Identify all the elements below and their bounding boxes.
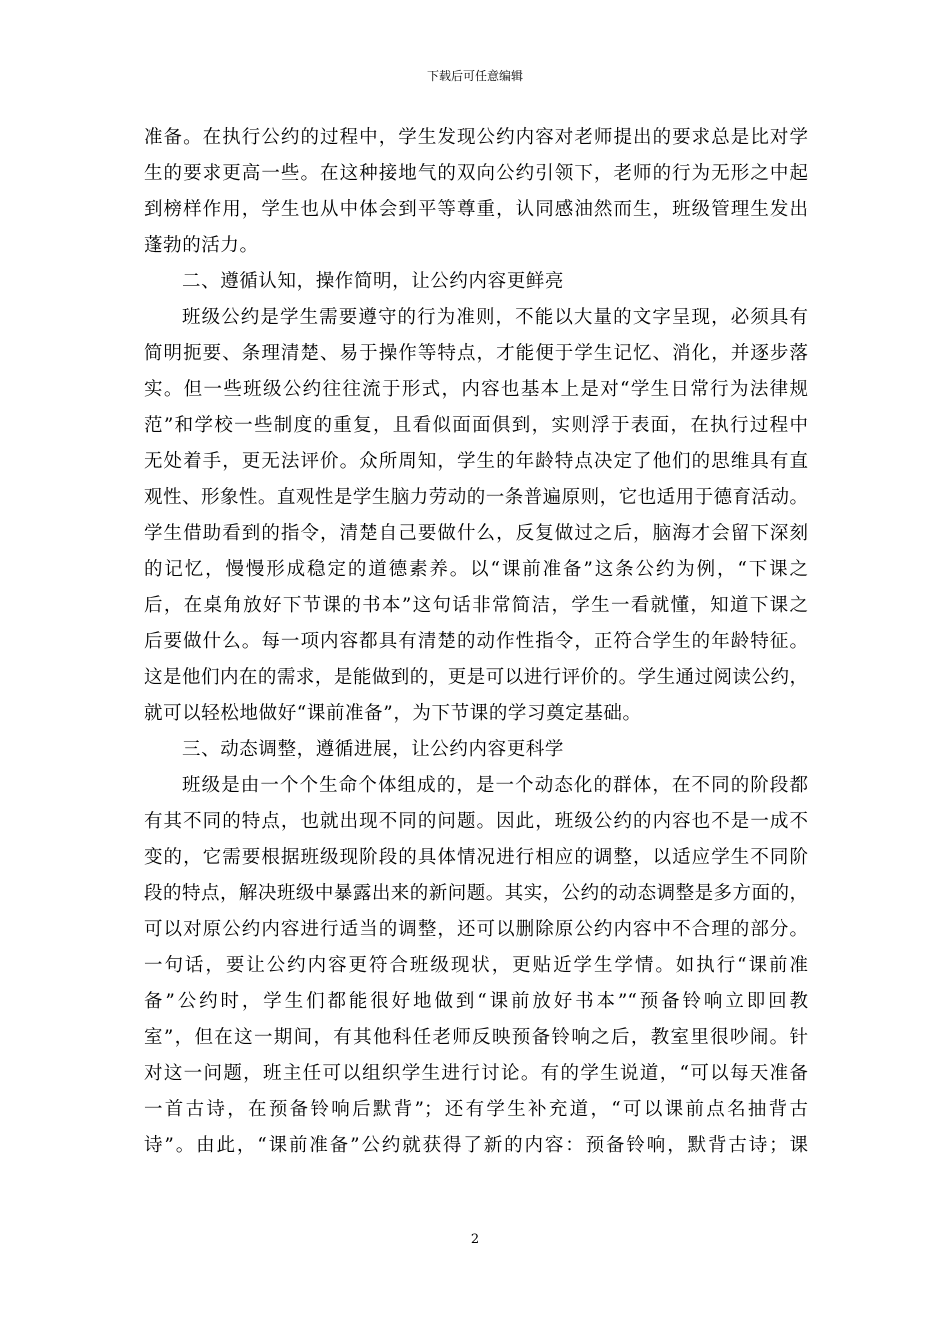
text-line: 的记忆，慢慢形成稳定的道德素养。以“课前准备”这条公约为例，“下课之 <box>144 559 808 580</box>
body-text <box>144 120 808 1164</box>
text-line: 可以对原公约内容进行适当的调整，还可以删除原公约内容中不合理的部分。 <box>144 919 808 940</box>
page-header: 下载后可任意编辑 <box>426 69 523 83</box>
text-line: 一句话，要让公约内容更符合班级现状，更贴近学生学情。如执行“课前准 <box>144 955 808 976</box>
section-heading: 三、动态调整，遵循进展，让公约内容更科学 <box>182 739 565 760</box>
text-line: 这是他们内在的需求，是能做到的，更是可以进行评价的。学生通过阅读公约， <box>144 667 808 688</box>
text-line: 无处着手，更无法评价。众所周知，学生的年龄特点决定了他们的思维具有直 <box>144 451 808 472</box>
text-line: 后要做什么。每一项内容都具有清楚的动作性指令，正符合学生的年龄特征。 <box>144 631 808 652</box>
text-line: 生的要求更高一些。在这种接地气的双向公约引领下，老师的行为无形之中起 <box>144 163 808 184</box>
text-line: 准备。在执行公约的过程中，学生发现公约内容对老师提出的要求总是比对学 <box>144 127 808 148</box>
text-line: 段的特点，解决班级中暴露出来的新问题。其实，公约的动态调整是多方面的， <box>144 883 808 904</box>
text-line: 到榜样作用，学生也从中体会到平等尊重，认同感油然而生，班级管理生发出 <box>144 199 808 220</box>
text-line: 观性、形象性。直观性是学生脑力劳动的一条普遍原则，它也适用于德育活动。 <box>144 487 808 508</box>
text-line: 一首古诗，在预备铃响后默背”；还有学生补充道，“可以课前点名抽背古 <box>144 1099 808 1120</box>
text-line: 变的，它需要根据班级现阶段的具体情况进行相应的调整，以适应学生不同阶 <box>144 847 808 868</box>
text-line: 简明扼要、条理清楚、易于操作等特点，才能便于学生记忆、消化，并逐步落 <box>144 343 808 364</box>
text-line: 实。但一些班级公约往往流于形式，内容也基本上是对“学生日常行为法律规 <box>144 379 808 400</box>
text-line: 诗”。由此，“课前准备”公约就获得了新的内容：预备铃响，默背古诗；课 <box>144 1135 808 1156</box>
text-line: 班级公约是学生需要遵守的行为准则，不能以大量的文字呈现，必须具有 <box>182 307 808 328</box>
text-line: 后，在桌角放好下节课的书本”这句话非常简洁，学生一看就懂，知道下课之 <box>144 595 808 616</box>
text-line: 就可以轻松地做好“课前准备”，为下节课的学习奠定基础。 <box>144 703 642 724</box>
text-line: 室”，但在这一期间，有其他科任老师反映预备铃响之后，教室里很吵闹。针 <box>144 1027 808 1048</box>
page-number: 2 <box>470 1232 480 1247</box>
text-line: 蓬勃的活力。 <box>144 235 259 256</box>
section-heading: 二、遵循认知，操作简明，让公约内容更鲜亮 <box>182 271 565 292</box>
text-line: 范”和学校一些制度的重复，且看似面面俱到，实则浮于表面，在执行过程中 <box>144 415 808 436</box>
text-line: 备”公约时，学生们都能很好地做到“课前放好书本”“预备铃响立即回教 <box>144 991 808 1012</box>
text-line: 对这一问题，班主任可以组织学生进行讨论。有的学生说道，“可以每天准备 <box>144 1063 808 1084</box>
text-line: 学生借助看到的指令，清楚自己要做什么，反复做过之后，脑海才会留下深刻 <box>144 523 808 544</box>
text-line: 有其不同的特点，也就出现不同的问题。因此，班级公约的内容也不是一成不 <box>144 811 808 832</box>
text-line: 班级是由一个个生命个体组成的，是一个动态化的群体，在不同的阶段都 <box>182 775 808 796</box>
